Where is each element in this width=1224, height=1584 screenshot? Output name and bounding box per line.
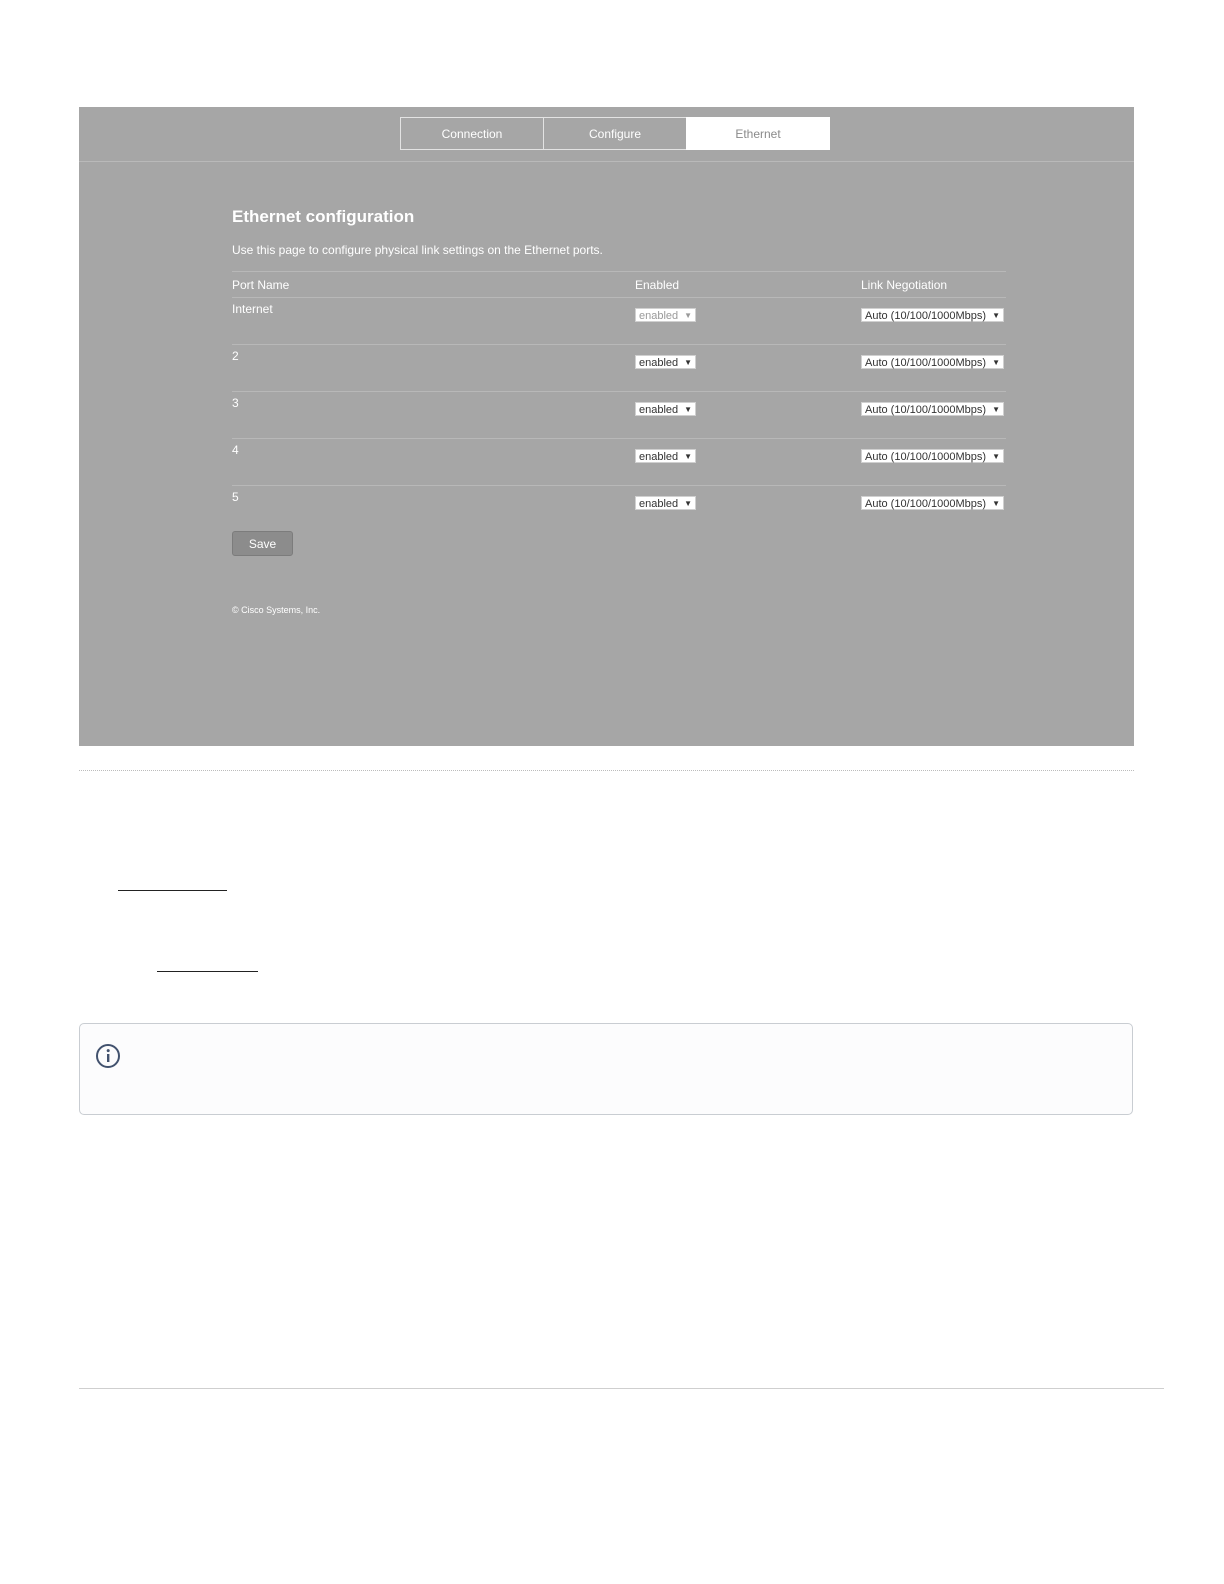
- header-link-negotiation: Link Negotiation: [861, 278, 948, 292]
- heading-underline: [118, 890, 227, 891]
- link-negotiation-select[interactable]: [861, 402, 1004, 416]
- caret-down-icon: ▼: [992, 452, 1000, 461]
- table-header: [232, 272, 1006, 297]
- link-negotiation-value: Auto (10/100/1000Mbps): [865, 498, 987, 510]
- enabled-select: [635, 308, 696, 322]
- page-bottom-rule: [79, 1388, 1164, 1389]
- link-negotiation-value: Auto (10/100/1000Mbps): [865, 404, 987, 416]
- port-name: 2: [232, 349, 239, 363]
- enabled-select-value: enabled: [639, 451, 679, 463]
- link-negotiation-select[interactable]: [861, 308, 1004, 322]
- port-name: 3: [232, 396, 239, 410]
- subheading-underline: [157, 971, 258, 972]
- table-row: [232, 345, 1006, 391]
- caret-down-icon: ▼: [684, 405, 692, 414]
- enabled-select[interactable]: [635, 449, 696, 463]
- port-name: 5: [232, 490, 239, 504]
- enabled-select-value: enabled: [639, 357, 679, 369]
- port-table-body: [232, 298, 1006, 532]
- link-negotiation-select[interactable]: [861, 449, 1004, 463]
- header-enabled: Enabled: [635, 278, 680, 292]
- link-negotiation-value: Auto (10/100/1000Mbps): [865, 310, 987, 322]
- caret-down-icon: ▼: [992, 499, 1000, 508]
- tab-configure[interactable]: Configure: [543, 117, 687, 150]
- page-description: Use this page to configure physical link settings on the Ethernet ports.: [232, 243, 603, 257]
- table-row: [232, 298, 1006, 344]
- enabled-select[interactable]: [635, 496, 696, 510]
- config-screenshot: [79, 107, 1134, 746]
- enabled-select-value: enabled: [639, 310, 679, 322]
- ethernet-config-panel: [232, 207, 1006, 532]
- link-negotiation-value: Auto (10/100/1000Mbps): [865, 357, 987, 369]
- caret-down-icon: ▼: [992, 405, 1000, 414]
- port-name: Internet: [232, 302, 273, 316]
- table-row: [232, 486, 1006, 532]
- caret-down-icon: ▼: [684, 452, 692, 461]
- caret-down-icon: ▼: [684, 311, 692, 320]
- copyright-text: © Cisco Systems, Inc.: [232, 605, 321, 615]
- tab-bar: [401, 117, 830, 150]
- dotted-separator: [79, 770, 1134, 771]
- caret-down-icon: ▼: [684, 499, 692, 508]
- tab-ethernet[interactable]: Ethernet: [686, 117, 830, 150]
- caret-down-icon: ▼: [992, 311, 1000, 320]
- link-negotiation-select[interactable]: [861, 496, 1004, 510]
- port-name: 4: [232, 443, 239, 457]
- header-port-name: Port Name: [232, 278, 290, 292]
- enabled-select-value: enabled: [639, 404, 679, 416]
- caret-down-icon: ▼: [684, 358, 692, 367]
- enabled-select[interactable]: [635, 355, 696, 369]
- caret-down-icon: ▼: [992, 358, 1000, 367]
- link-negotiation-value: Auto (10/100/1000Mbps): [865, 451, 987, 463]
- enabled-select[interactable]: [635, 402, 696, 416]
- tab-connection[interactable]: Connection: [400, 117, 544, 150]
- tab-divider: [79, 161, 1134, 162]
- table-row: [232, 439, 1006, 485]
- table-row: [232, 392, 1006, 438]
- page-title: Ethernet configuration: [232, 207, 415, 226]
- info-circle-icon: [95, 1043, 121, 1074]
- info-panel: [79, 1023, 1133, 1115]
- link-negotiation-select[interactable]: [861, 355, 1004, 369]
- save-button[interactable]: Save: [232, 531, 293, 556]
- enabled-select-value: enabled: [639, 498, 679, 510]
